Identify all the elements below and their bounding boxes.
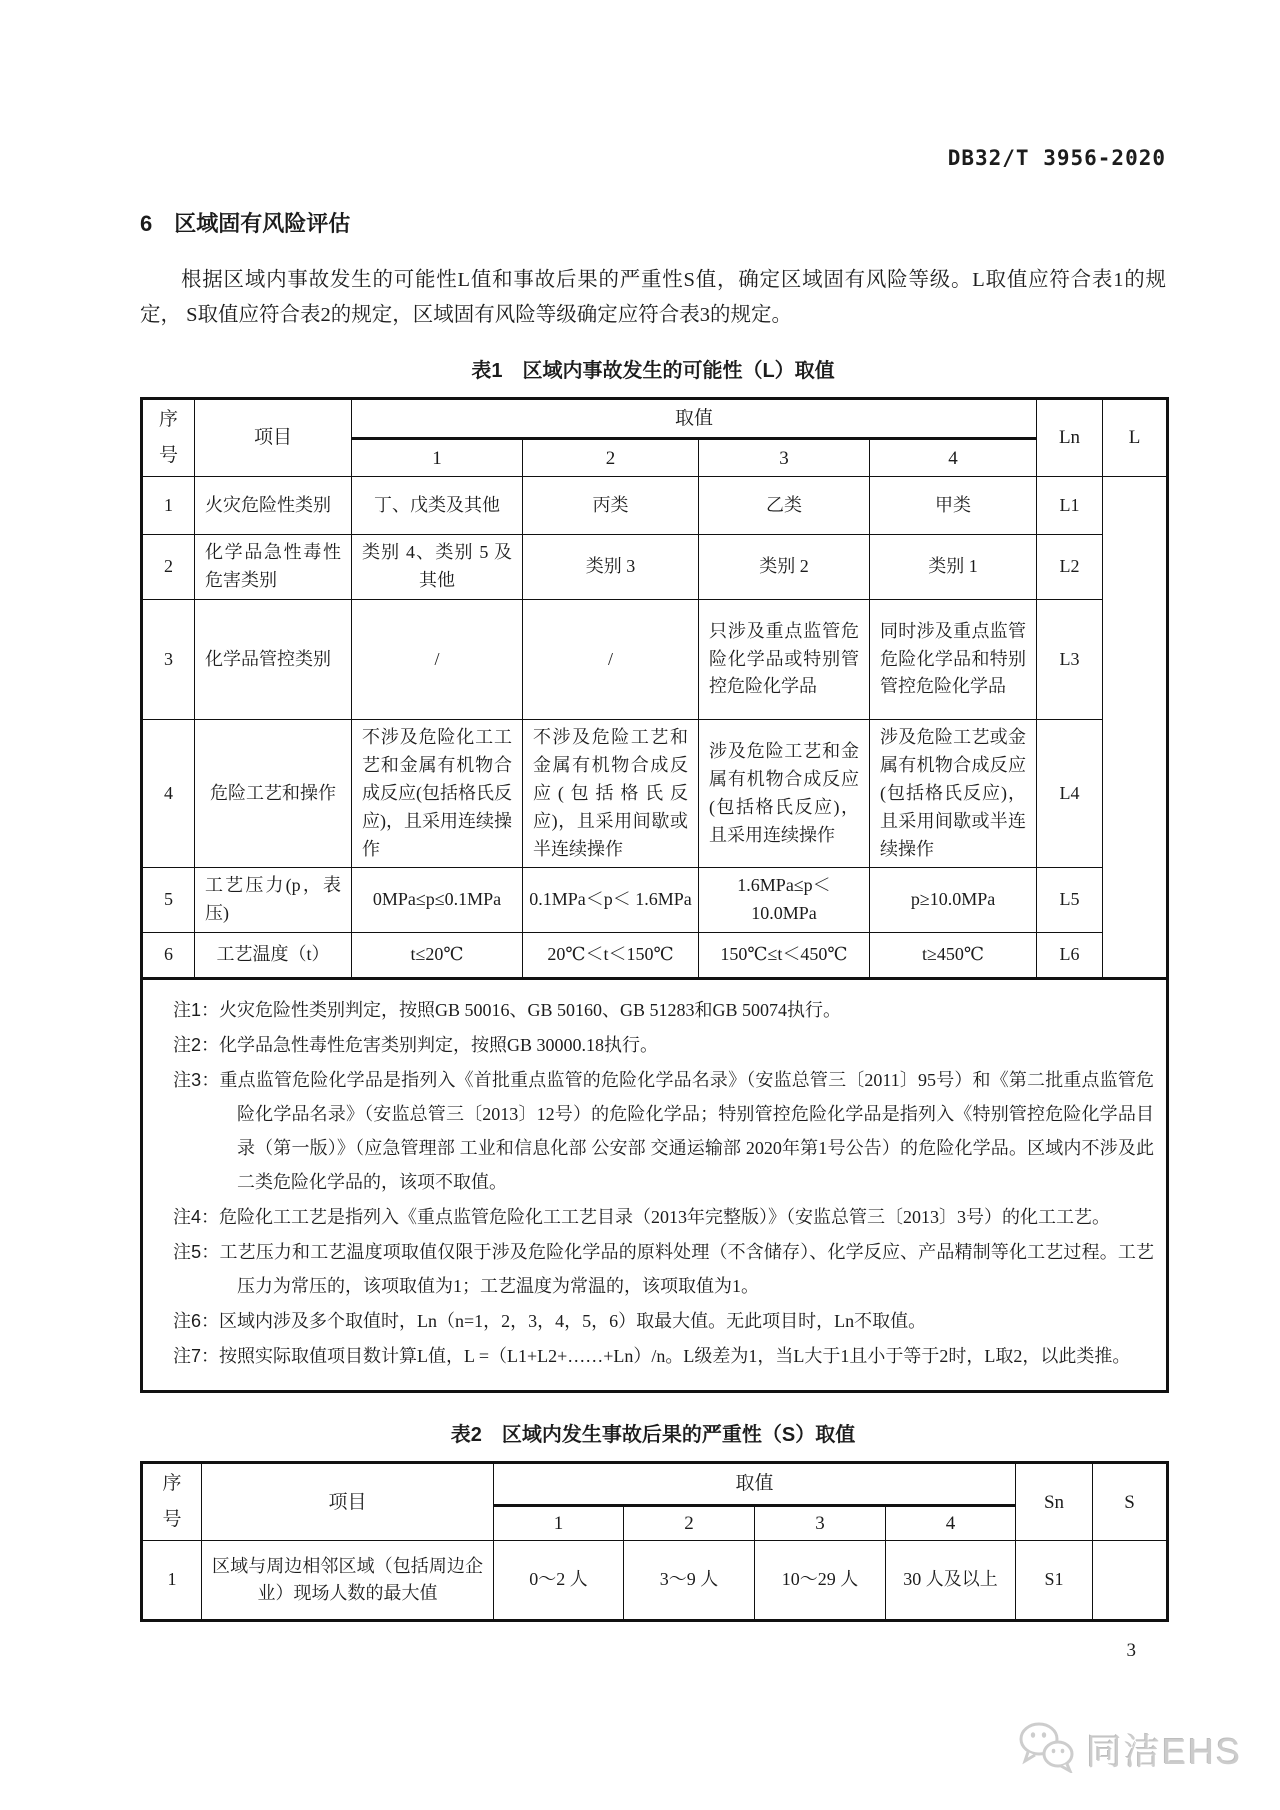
table-row bbox=[142, 933, 1168, 979]
row-value: / bbox=[523, 599, 699, 719]
table-row bbox=[142, 868, 1168, 933]
table2-header-col1: 1 bbox=[494, 1505, 624, 1541]
table2-header-seq: 序号 bbox=[142, 1463, 202, 1541]
row-value: p≥10.0MPa bbox=[870, 868, 1037, 933]
table2-header-value-group: 取值 bbox=[494, 1463, 1016, 1505]
row-item: 火灾危险性类别 bbox=[195, 477, 352, 535]
row-value: / bbox=[352, 599, 523, 719]
table1-header-item: 项目 bbox=[195, 399, 352, 477]
row-value: 0～2 人 bbox=[494, 1541, 624, 1621]
table1-notes bbox=[142, 979, 1168, 1392]
row-value: 类别 1 bbox=[870, 535, 1037, 600]
table1-l-merged-cell bbox=[1103, 477, 1168, 979]
table1-header-value-group: 取值 bbox=[352, 399, 1037, 439]
row-value: 类别 2 bbox=[699, 535, 870, 600]
row-ln: L1 bbox=[1037, 477, 1103, 535]
table-row bbox=[142, 535, 1168, 600]
row-value: 10～29 人 bbox=[755, 1541, 886, 1621]
row-value: 150℃≤t＜450℃ bbox=[699, 933, 870, 979]
row-value: 丙类 bbox=[523, 477, 699, 535]
wechat-icon bbox=[1018, 1721, 1076, 1778]
table1-possibility-l bbox=[140, 397, 1169, 1393]
watermark bbox=[1018, 1721, 1242, 1778]
row-item: 区域与周边相邻区域（包括周边企业）现场人数的最大值 bbox=[202, 1541, 494, 1621]
watermark-text: 同洁EHS bbox=[1085, 1731, 1242, 1772]
row-seq: 6 bbox=[142, 933, 195, 979]
row-value: 只涉及重点监管危险化学品或特别管控危险化学品 bbox=[699, 599, 870, 719]
table2-header-col3: 3 bbox=[755, 1505, 886, 1541]
standard-number: DB32/T 3956-2020 bbox=[947, 146, 1166, 170]
note-4: 注4：危险化工工艺是指列入《重点监管危险化工工艺目录（2013年完整版）》（安监总管三〔2013〕3号）的化工工艺。 bbox=[173, 1207, 1111, 1228]
note-1: 注1：火灾危险性类别判定，按照GB 50016、GB 50160、GB 51283和GB 50074执行。 bbox=[173, 1000, 842, 1021]
table1-header-l: L bbox=[1103, 399, 1168, 477]
row-value: 30 人及以上 bbox=[886, 1541, 1016, 1621]
table1-caption: 表1 区域内事故发生的可能性（L）取值 bbox=[471, 360, 835, 382]
row-seq: 4 bbox=[142, 719, 195, 867]
row-seq: 1 bbox=[142, 1541, 202, 1621]
row-item: 化学品管控类别 bbox=[195, 599, 352, 719]
table1-header-row-1 bbox=[142, 399, 1168, 439]
table1-header-ln: Ln bbox=[1037, 399, 1103, 477]
row-ln: L2 bbox=[1037, 535, 1103, 600]
table2-caption: 表2 区域内发生事故后果的严重性（S）取值 bbox=[450, 1424, 856, 1447]
table1-header-col4: 4 bbox=[870, 439, 1037, 477]
row-sn: S1 bbox=[1016, 1541, 1093, 1621]
table2-s-cell bbox=[1093, 1541, 1168, 1621]
row-seq: 3 bbox=[142, 599, 195, 719]
row-value: 1.6MPa≤p＜ 10.0MPa bbox=[699, 868, 870, 933]
table-row bbox=[142, 1541, 1168, 1621]
row-value: 0.1MPa＜p＜ 1.6MPa bbox=[523, 868, 699, 933]
row-value: 类别 4、类别 5 及其他 bbox=[352, 535, 523, 600]
row-value: 0MPa≤p≤0.1MPa bbox=[352, 868, 523, 933]
table1-header-col1: 1 bbox=[352, 439, 523, 477]
row-value: 甲类 bbox=[870, 477, 1037, 535]
row-seq: 2 bbox=[142, 535, 195, 600]
row-value: 类别 3 bbox=[523, 535, 699, 600]
intro-paragraph: 根据区域内事故发生的可能性L值和事故后果的严重性S值，确定区域固有风险等级。L取值应符合表1的规定， S取值应符合表2的规定，区域固有风险等级确定应符合表3的规定。 bbox=[140, 269, 1166, 326]
table1-header-col2: 2 bbox=[523, 439, 699, 477]
note-3: 注3：重点监管危险化学品是指列入《首批重点监管的危险化学品名录》（安监总管三〔2011〕95号）和《第二批重点监管危险化学品名录》（安监总管三〔2013〕12号）的危险化学品；特别管控危险化学品是指列入《特别管控危险化学品目录（第一版）》（应急管理部 工业和信息化部 公安部 交通运输部 2020年第1号公告）的危险化学品。区域内不涉及此二类危险化学品的，该项不取值。 bbox=[173, 1070, 1155, 1193]
page-number: 3 bbox=[1126, 1640, 1136, 1662]
row-seq: 1 bbox=[142, 477, 195, 535]
table2-header-s: S bbox=[1093, 1463, 1168, 1541]
row-item: 工艺压力(p，表压) bbox=[195, 868, 352, 933]
row-item: 危险工艺和操作 bbox=[195, 719, 352, 867]
note-2: 注2：化学品急性毒性危害类别判定，按照GB 30000.18执行。 bbox=[173, 1035, 659, 1056]
row-item: 工艺温度（t） bbox=[195, 933, 352, 979]
row-value: t≥450℃ bbox=[870, 933, 1037, 979]
note-5: 注5：工艺压力和工艺温度项取值仅限于涉及危险化学品的原料处理（不含储存）、化学反应、产品精制等化工艺过程。工艺压力为常压的，该项取值为1；工艺温度为常温的，该项取值为1。 bbox=[173, 1242, 1155, 1297]
row-ln: L3 bbox=[1037, 599, 1103, 719]
row-ln: L5 bbox=[1037, 868, 1103, 933]
row-ln: L4 bbox=[1037, 719, 1103, 867]
row-value: 丁、戊类及其他 bbox=[352, 477, 523, 535]
row-ln: L6 bbox=[1037, 933, 1103, 979]
row-seq: 5 bbox=[142, 868, 195, 933]
table-row bbox=[142, 477, 1168, 535]
note-6: 注6：区域内涉及多个取值时，Ln（n=1，2，3，4，5，6）取最大值。无此项目时，Ln不取值。 bbox=[173, 1311, 927, 1332]
table2-header-item: 项目 bbox=[202, 1463, 494, 1541]
table2-header-col2: 2 bbox=[624, 1505, 755, 1541]
row-value: 20℃＜t＜150℃ bbox=[523, 933, 699, 979]
section-heading: 6 区域固有风险评估 bbox=[140, 211, 351, 236]
table1-notes-row bbox=[142, 979, 1168, 1392]
row-value: 3～9 人 bbox=[624, 1541, 755, 1621]
row-value: t≤20℃ bbox=[352, 933, 523, 979]
table-row bbox=[142, 599, 1168, 719]
row-value: 涉及危险工艺或金属有机物合成反应(包括格氏反应)，且采用间歇或半连续操作 bbox=[870, 719, 1037, 867]
row-item: 化学品急性毒性危害类别 bbox=[195, 535, 352, 600]
note-7: 注7：按照实际取值项目数计算L值，L =（L1+L2+……+Ln）/n。L级差为1，当L大于1且小于等于2时，L取2，以此类推。 bbox=[173, 1346, 1131, 1367]
row-value: 不涉及危险化工工艺和金属有机物合成反应(包括格氏反应)，且采用连续操作 bbox=[352, 719, 523, 867]
row-value: 同时涉及重点监管危险化学品和特别管控危险化学品 bbox=[870, 599, 1037, 719]
row-value: 涉及危险工艺和金属有机物合成反应(包括格氏反应)，且采用连续操作 bbox=[699, 719, 870, 867]
table-row bbox=[142, 719, 1168, 867]
table1-header-col3: 3 bbox=[699, 439, 870, 477]
table1-header-seq: 序号 bbox=[142, 399, 195, 477]
row-value: 乙类 bbox=[699, 477, 870, 535]
page-content bbox=[140, 0, 1166, 1662]
table2-severity-s bbox=[140, 1461, 1169, 1622]
row-value: 不涉及危险工艺和金属有机物合成反应(包括格氏反应)，且采用间歇或半连续操作 bbox=[523, 719, 699, 867]
table2-header-col4: 4 bbox=[886, 1505, 1016, 1541]
table2-header-row-1 bbox=[142, 1463, 1168, 1505]
table2-header-sn: Sn bbox=[1016, 1463, 1093, 1541]
